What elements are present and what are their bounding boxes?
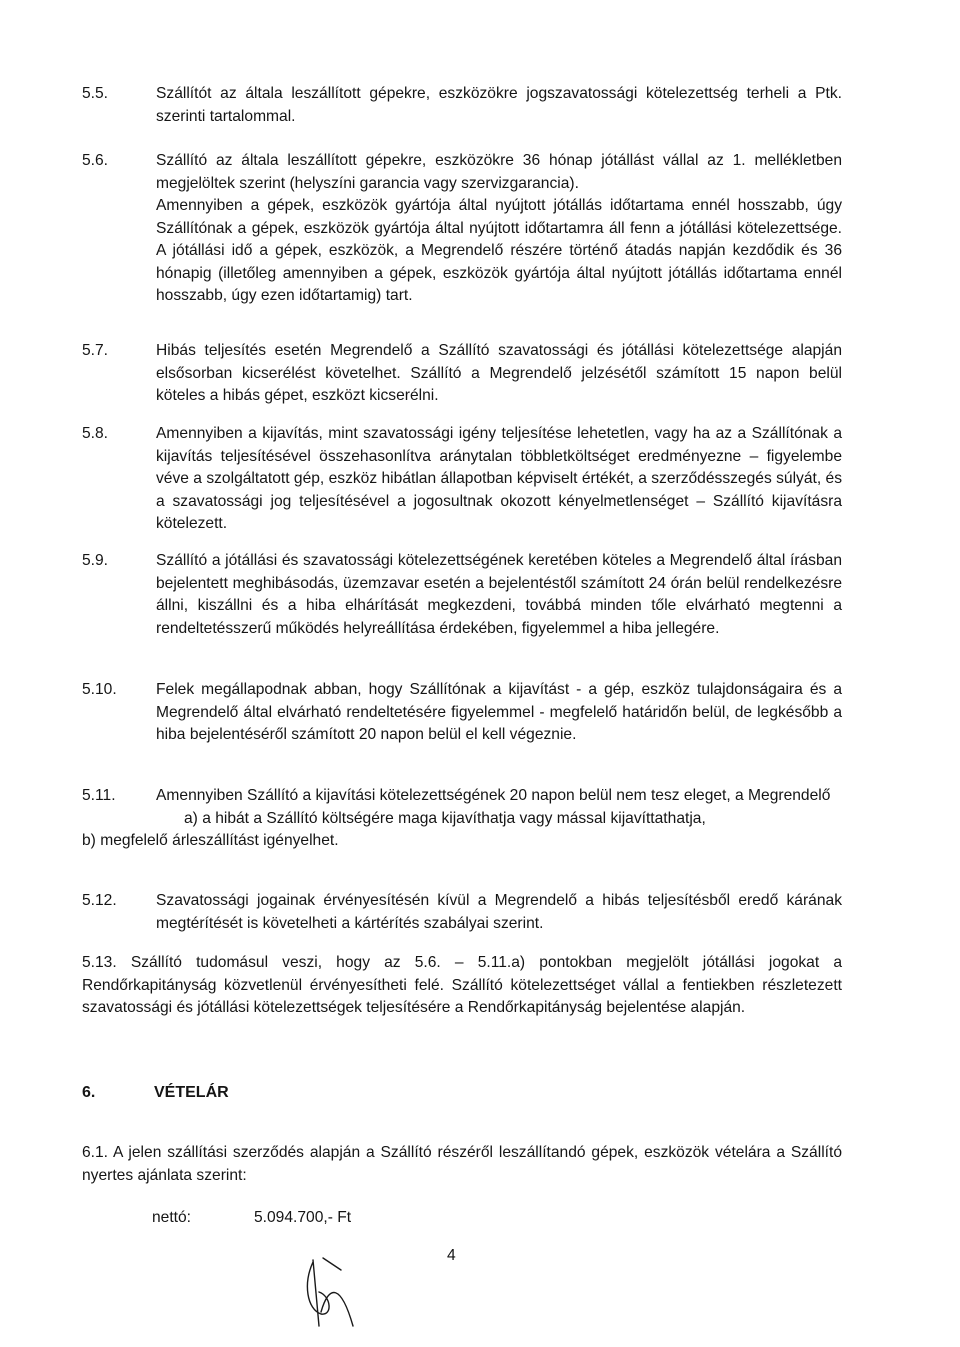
- section-5-8: [82, 423, 842, 536]
- section-text: 6.1. A jelen szállítási szerződés alapján a Szállító részéről leszállítandó gépek, eszközök vételára a Szállító nyertes ajánlata szerint:: [82, 1144, 842, 1184]
- section-text: Szállító a jótállási és szavatossági kötelezettségének keretében köteles a Megrendelő által írásban bejelentett meghibásodás, üzemzavar esetén a bejelentéstől számított 24 órán belül rendelkezésre állni, kiszállni és a hiba elhárítását megkezdeni, továbbá minden tőle elvárható megtenni a rendeltetésszerű működés helyreállítása érdekében, figyelemmel a hiba jellegére.: [156, 552, 842, 637]
- section-5-10: [82, 679, 842, 747]
- handwritten-signature: [293, 1254, 363, 1334]
- section-number: 5.7.: [82, 342, 109, 359]
- section-number: 5.6.: [82, 152, 109, 169]
- heading-title: VÉTELÁR: [154, 1084, 229, 1101]
- section-text: Szállító az általa leszállított gépekre, eszközökre 36 hónap jótállást vállal az 1. mellékletben megjelöltek szerint (helyszíni garancia vagy szervizgarancia).: [156, 152, 842, 192]
- section-text: 5.13. Szállító tudomásul veszi, hogy az 5.6. – 5.11.a) pontokban megjelölt jótállási jogokat a Rendőrkapitányság közvetlenül érvényesítheti felé. Szállító kötelezettséget vállal a fentiekben részletezett szavatossági és jótállási kötelezettségek teljesítésére a Rendőrkapitányság bejelentése alapján.: [82, 954, 842, 1016]
- section-5-7: [82, 340, 842, 408]
- section-text-continued: Amennyiben a gépek, eszközök gyártója által nyújtott jótállás időtartama ennél hosszabb, úgy Szállítónak a gépek, eszközök gyártója által nyújtott időtartamra áll fenn a jótállási kötelezettsége. A jótállási idő a gépek, eszközök, a Megrendelő részére történő átadás napján kezdődik és 36 hónapig (illetőleg amennyiben a gépek, eszközök gyártója által nyújtott jótállás időtartama ennél hosszabb, úgy ezen időtartamig) tart.: [156, 197, 842, 304]
- price-value: 5.094.700,- Ft: [254, 1209, 352, 1226]
- section-text: Felek megállapodnak abban, hogy Szállítónak a kijavítást - a gép, eszköz tulajdonságaira és a Megrendelő által elvárható rendeltetésére figyelemmel - megfelelő határidőn belül, de legkésőbb a hiba bejelentéséről számított 20 napon belül el kell végeznie.: [156, 681, 842, 743]
- section-5-12: [82, 890, 842, 935]
- section-5-9: [82, 550, 842, 640]
- section-text: Amennyiben Szállító a kijavítási kötelezettségének 20 napon belül nem tesz eleget, a Megrendelő: [156, 787, 831, 804]
- heading-number: 6.: [82, 1084, 96, 1101]
- section-number: 5.10.: [82, 681, 117, 698]
- section-number: 5.12.: [82, 892, 117, 909]
- section-number: 5.9.: [82, 552, 109, 569]
- section-5-11: [82, 785, 842, 853]
- section-text: Szavatossági jogainak érvényesítésén kívül a Megrendelő a hibás teljesítésből eredő kárának megtérítését is követelheti a kártérítés szabályai szerint.: [156, 892, 842, 932]
- section-text: Amennyiben a kijavítás, mint szavatossági igény teljesítése lehetetlen, vagy ha az a Szállítónak a kijavítás teljesítésével összehasonlítva aránytalan többletköltséget eredményezne – figyelembe véve a szolgáltatott gép, eszköz hibátlan állapotban képviselt értékét, a szerződésszegés súlyát, és a szavatossági jog teljesítésével a jogosultnak okozott kényelmetlenséget – Szállító kijavításra kötelezett.: [156, 425, 842, 532]
- section-text: Hibás teljesítés esetén Megrendelő a Szállító szavatossági és jótállási kötelezettsége alapján elsősorban kicserélést követelhet. Szállító a Megrendelő jelzésétől számított 15 napon belül köteles a hibás gépet, eszközt kicserélni.: [156, 342, 842, 404]
- section-number: 5.11.: [82, 787, 116, 804]
- section-number: 5.8.: [82, 425, 109, 442]
- section-5-13: [82, 952, 842, 1020]
- page-number: 4: [447, 1247, 456, 1264]
- section-number: 5.5.: [82, 85, 109, 102]
- section-5-6: [82, 150, 842, 308]
- section-6-1: [82, 1142, 842, 1187]
- price-label: nettó:: [152, 1209, 192, 1226]
- section-item-a: a) a hibát a Szállító költségére maga kijavíthatja vagy mással kijavíttathatja,: [184, 809, 706, 827]
- section-text: Szállítót az általa leszállított gépekre, eszközökre jogszavatossági kötelezettség terheli a Ptk. szerinti tartalommal.: [156, 85, 842, 125]
- section-item-b: b) megfelelő árleszállítást igényelhet.: [82, 832, 339, 849]
- section-5-5: [82, 83, 842, 128]
